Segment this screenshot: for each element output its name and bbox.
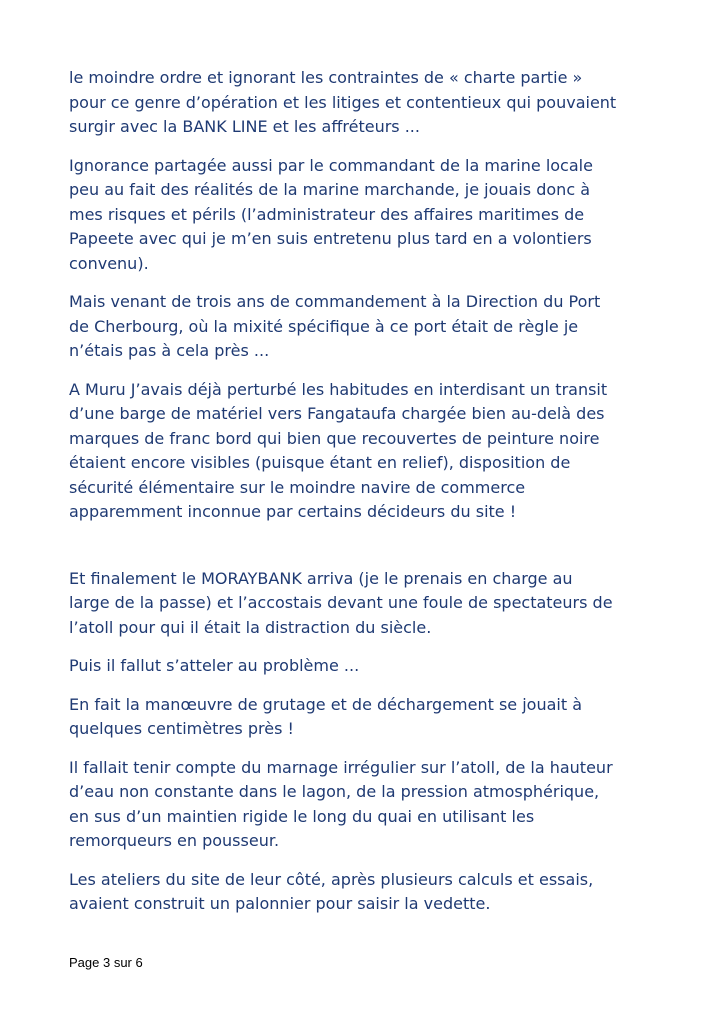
paragraph: En fait la manœuvre de grutage et de déchargement se jouait à quelques centimètres près ! xyxy=(69,694,583,738)
paragraph: Il fallait tenir compte du marnage irrégulier sur l’atoll, de la hauteur d’eau non constante dans le lagon, de la pression atmosphérique, en sus d’un maintien rigide le long du quai en utilisant les remorqueurs en pousseur. xyxy=(69,757,613,850)
paragraph: Les ateliers du site de leur côté, après plusieurs calculs et essais, avaient construit un palonnier pour saisir la vedette. xyxy=(69,869,594,913)
document-body xyxy=(69,66,669,931)
paragraph: Et finalement le MORAYBANK arriva (je le prenais en charge au large de la passe) et l’accostais devant une foule de spectateurs de l’atoll pour qui il était la distraction du siècle. xyxy=(69,568,613,637)
paragraph: A Muru J’avais déjà perturbé les habitudes en interdisant un transit d’une barge de matériel vers Fangataufa chargée bien au-delà des marques de franc bord qui bien que recouvertes de peinture noire étaient encore visibles (puisque étant en relief), disposition de sécurité élémentaire sur le moindre navire de commerce apparemment inconnue par certains décideurs du site ! xyxy=(69,379,608,521)
paragraph: Mais venant de trois ans de commandement à la Direction du Port de Cherbourg, où la mixité spécifique à ce port était de règle je n’étais pas à cela près ... xyxy=(69,292,601,360)
paragraph: Puis il fallut s’atteler au problème ... xyxy=(69,656,360,675)
page-number-footer: Page 3 sur 6 xyxy=(69,955,143,970)
paragraph: le moindre ordre et ignorant les contraintes de « charte partie » pour ce genre d’opération et les litiges et contentieux qui pouvaient surgir avec la BANK LINE et les affréteurs ... xyxy=(69,68,617,136)
paragraph: Ignorance partagée aussi par le commandant de la marine locale peu au fait des réalités de la marine marchande, je jouais donc à mes risques et périls (l’administrateur des affaires maritimes de Papeete avec qui je m’en suis entretenu plus tard en a volontiers convenu). xyxy=(69,155,593,273)
